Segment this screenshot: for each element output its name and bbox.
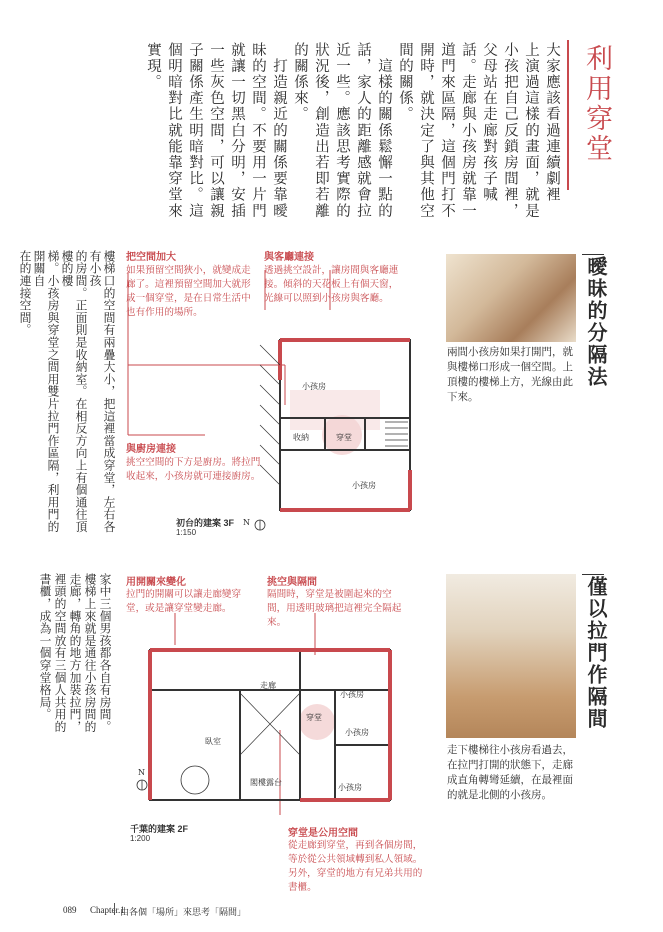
room-label-2e: 小孩房: [345, 728, 369, 737]
room-label-1b: 收納: [293, 433, 309, 442]
label-title-2a: 用開關來變化: [126, 577, 186, 588]
label-title-2b: 挑空與隔間: [267, 577, 317, 588]
room-label-2c: 臥室: [205, 737, 221, 746]
label-text-1c: 挑空空間的下方是廚房。將拉門收起來，小孩房就可連接廚房。: [126, 457, 261, 482]
floor-plan-3f: [120, 240, 420, 540]
label-text-2c: 從走廊到穿堂，再到各個房間，等於從公共領域轉到私人領域。另外，穿堂的地方有兄弟共用的書櫃。: [288, 840, 423, 893]
chapter-label: Chapter.1: [90, 905, 125, 915]
side-note-1: 樓梯口的空間有兩疊大小，把這裡當成穿堂，左右各有小孩 的房間。正面則是收納室。在相反方向上有個通往頂樓的樓 梯。小孩房與穿堂之間用雙片拉門作區隔，利用門的開關自 在的連接空間。: [18, 250, 116, 533]
footer-separator: [114, 903, 115, 915]
north-mark-2: N: [138, 768, 145, 777]
side-note-2: 家中三個男孩都各自有房間。樓梯上來就是通往小孩房間的 走廊，轉角的地方加裝拉門，裡頭的空間放有三個人共用的 書櫃，成為一個穿堂格局。: [38, 573, 112, 733]
photo-stair: [446, 254, 576, 342]
chapter-title: 由各個「場所」來思考「隔間」: [120, 908, 247, 918]
room-label-2f: 閣樓露台: [250, 778, 282, 787]
label-text-2b: 隔間時，穿堂是被圍起來的空間，用透明玻璃把這裡完全隔起來。: [267, 589, 402, 628]
label-title-1a: 把空間加大: [126, 252, 176, 263]
room-label-1a: 小孩房: [302, 382, 326, 391]
heading-rule-2: [582, 574, 604, 575]
heading-rule-1: [582, 254, 604, 255]
photo-corridor: [446, 574, 576, 738]
room-label-2b: 小孩房: [340, 690, 364, 699]
page-title: 利用穿堂: [581, 44, 612, 164]
plan-caption-1: 初台的建案 3F: [176, 518, 235, 528]
label-text-1b: 透過挑空設計，讓房間與客廳連接。傾斜的天花板上有個天窗，光線可以照到小孩房與客廳。: [264, 265, 399, 304]
room-label-1c: 穿堂: [336, 433, 352, 442]
label-title-1c: 與廚房連接: [126, 444, 176, 455]
label-text-2a: 拉門的開關可以讓走廊變穿堂，或是讓穿堂變走廊。: [126, 589, 242, 614]
room-label-1d: 小孩房: [352, 481, 376, 490]
photo-caption-2: 走下樓梯往小孩房看過去，在拉門打開的狀態下，走廊成直角轉彎延續，在最裡面的就是北側的小孩房。: [447, 744, 573, 801]
plan-scale-2: 1:200: [130, 834, 151, 843]
page-number: 089: [63, 905, 77, 915]
photo-caption-1: 兩間小孩房如果打開門，就與樓梯口形成一個空間。上頂樓的樓梯上方，光線由此下來。: [447, 346, 573, 403]
plan-caption-2: 千葉的建案 2F: [130, 824, 189, 834]
label-text-1a: 如果預留空間狹小，就變成走廊了。這裡預留空間加大就形成一個穿堂，是在日常生活中也有作用的場所。: [126, 265, 251, 318]
room-label-2g: 小孩房: [338, 783, 362, 792]
label-title-1b: 與客廳連接: [264, 252, 314, 263]
section-heading-2: 僅以拉門作隔間: [584, 576, 608, 730]
north-mark-1: N: [243, 518, 250, 527]
room-label-2d: 穿堂: [306, 713, 322, 722]
room-label-2a: 走廊: [260, 681, 276, 690]
section-heading-1: 曖昧的分隔法: [584, 256, 608, 388]
plan-scale-1: 1:150: [176, 528, 197, 537]
label-title-2c: 穿堂是公用空間: [288, 828, 358, 839]
title-box: [567, 40, 615, 190]
top-body-text: 大家應該看過連續劇裡 上演過這樣的畫面，就是 小孩把自己反鎖房間裡， 父母站在走廊對孩子喊 話。走廊與小孩房就靠一 道門來區隔，這個門打不 開時，就決定了與其他空 間的關係。 這樣的關係鬆懈一點的 話，家人的距離感就會拉 近一些。應該思考實際的 狀況後，創造出若即若離 的關係來。 打造親近的關係要靠曖 昧的空間。不要用一片門 就讓一切黑白分明，安插 一些灰色空間，可以讓親 子關係產生明暗對比。這 個明暗對比就能靠穿堂來 實現。: [145, 42, 560, 220]
